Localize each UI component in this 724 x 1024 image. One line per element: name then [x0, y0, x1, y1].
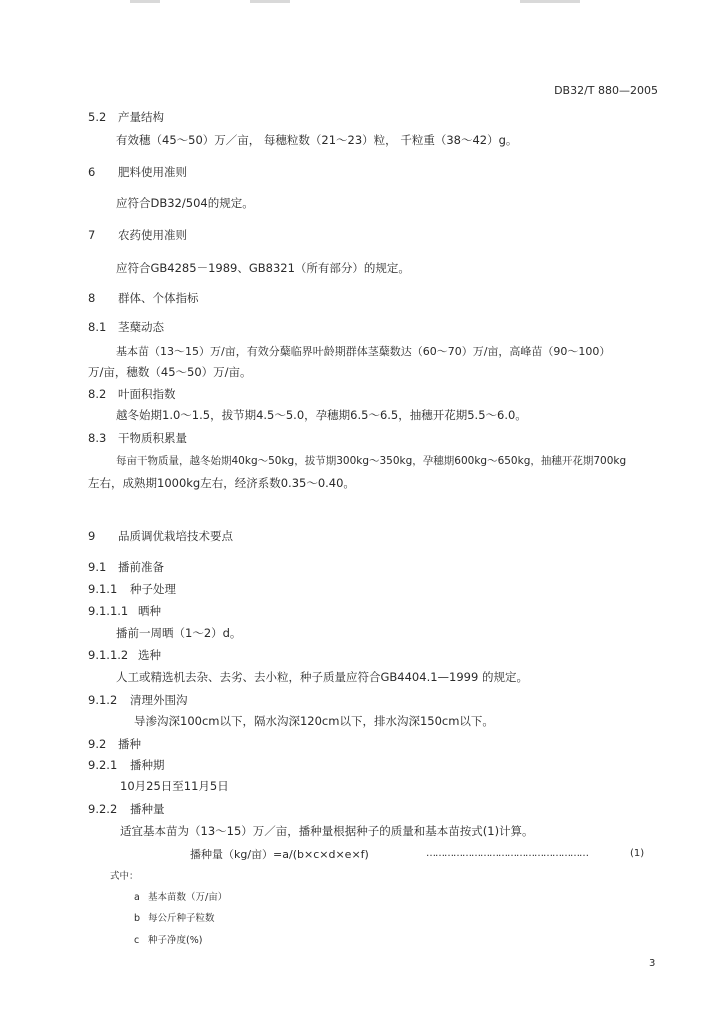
- section-title: 种子处理: [130, 582, 176, 596]
- section-number: 5.2: [88, 110, 107, 124]
- where-symbol: a: [134, 892, 140, 903]
- paragraph: 每亩干物质量，越冬始期40kg～50kg，拔节期300kg～350kg，孕穗期600kg～650kg，抽穗开花期700kg: [116, 455, 627, 467]
- paragraph: 基本苗（13～15）万/亩，有效分蘖临界叶龄期群体茎蘖数达（60～70）万/亩，高峰苗（90～100）: [116, 345, 611, 358]
- paragraph: 10月25日至11月5日: [120, 779, 229, 793]
- section-title: 群体、个体指标: [118, 291, 199, 305]
- section-title: 清理外围沟: [130, 693, 188, 707]
- section-number: 7: [88, 228, 96, 242]
- paragraph: 应符合GB4285－1989、GB8321（所有部分）的规定。: [116, 261, 410, 275]
- section-title: 选种: [138, 648, 161, 662]
- section-heading: [88, 650, 161, 662]
- section-heading: [88, 695, 188, 707]
- paragraph: 左右，成熟期1000kg左右，经济系数0.35～0.40。: [88, 476, 355, 490]
- section-title: 播种量: [130, 802, 165, 816]
- where-symbol: b: [134, 913, 141, 924]
- section-number: 8.2: [88, 387, 107, 401]
- section-heading: [88, 389, 176, 401]
- paragraph: 万/亩，穗数（45～50）万/亩。: [88, 365, 252, 379]
- where-description: 每公斤种子粒数: [148, 913, 215, 924]
- section-heading: [88, 606, 161, 618]
- section-title: 干物质积累量: [118, 431, 187, 445]
- where-label: 式中：: [110, 871, 139, 882]
- scan-artifact: [520, 0, 580, 3]
- where-description: 种子净度(%): [148, 935, 203, 946]
- where-symbol: c: [134, 935, 140, 946]
- section-number: 8.1: [88, 320, 107, 334]
- section-heading: [88, 760, 165, 772]
- section-heading: [88, 112, 164, 124]
- section-number: 9.1.2: [88, 693, 118, 707]
- section-title: 茎蘖动态: [118, 320, 164, 334]
- section-number: 9.1.1: [88, 582, 118, 596]
- paragraph: 播前一周晒（1～2）d。: [116, 626, 242, 640]
- section-number: 9.1: [88, 560, 107, 574]
- paragraph: 有效穗（45～50）万／亩， 每穗粒数（21～23）粒， 千粒重（38～42）g。: [116, 133, 518, 147]
- section-number: 9.1.1.2: [88, 648, 129, 662]
- paragraph: 导渗沟深100cm以下，隔水沟深120cm以下，排水沟深150cm以下。: [134, 714, 494, 728]
- section-heading: [88, 804, 165, 816]
- section-number: 9: [88, 529, 96, 543]
- where-description: 基本苗数（万/亩）: [148, 892, 228, 903]
- formula-expression: 播种量（kg/亩）=a/(b×c×d×e×f): [190, 848, 369, 861]
- section-title: 产量结构: [118, 110, 164, 124]
- paragraph: 适宜基本苗为（13～15）万／亩，播种量根据种子的质量和基本苗按式(1)计算。: [120, 824, 534, 838]
- section-title: 播种: [118, 737, 141, 751]
- formula-label: (1): [630, 848, 645, 859]
- paragraph: 人工或精选机去杂、去劣、去小粒，种子质量应符合GB4404.1—1999 的规定。: [116, 670, 528, 684]
- section-number: 8.3: [88, 431, 107, 445]
- where-item: [134, 893, 227, 903]
- section-heading: [88, 531, 233, 543]
- section-heading: [88, 739, 141, 751]
- section-heading: [88, 293, 199, 305]
- section-heading: [88, 322, 164, 334]
- section-title: 播种期: [130, 758, 165, 772]
- section-number: 8: [88, 291, 96, 305]
- section-title: 品质调优栽培技术要点: [118, 529, 233, 543]
- page-number: 3: [649, 958, 656, 969]
- paragraph: 应符合DB32/504的规定。: [116, 196, 254, 210]
- formula-leader-dots: ………………………………………………: [426, 848, 588, 859]
- where-item: [134, 936, 202, 946]
- section-heading: [88, 562, 164, 574]
- section-title: 农药使用准则: [118, 228, 187, 242]
- section-number: 9.1.1.1: [88, 604, 129, 618]
- section-title: 叶面积指数: [118, 387, 176, 401]
- section-heading: [88, 433, 187, 445]
- section-number: 9.2.1: [88, 758, 118, 772]
- section-number: 9.2.2: [88, 802, 118, 816]
- formula: [190, 849, 369, 860]
- section-number: 6: [88, 165, 96, 179]
- scan-artifact: [130, 0, 160, 3]
- section-heading: [88, 584, 176, 596]
- standard-code: DB32/T 880—2005: [554, 84, 658, 97]
- section-heading: [88, 167, 187, 179]
- scan-artifact: [250, 0, 290, 3]
- where-item: [134, 914, 215, 924]
- section-number: 9.2: [88, 737, 107, 751]
- section-title: 播前准备: [118, 560, 164, 574]
- paragraph: 越冬始期1.0～1.5，拔节期4.5～5.0，孕穗期6.5～6.5，抽穗开花期5.5～6.0。: [116, 408, 527, 422]
- section-heading: [88, 230, 187, 242]
- section-title: 肥料使用准则: [118, 165, 187, 179]
- section-title: 晒种: [138, 604, 161, 618]
